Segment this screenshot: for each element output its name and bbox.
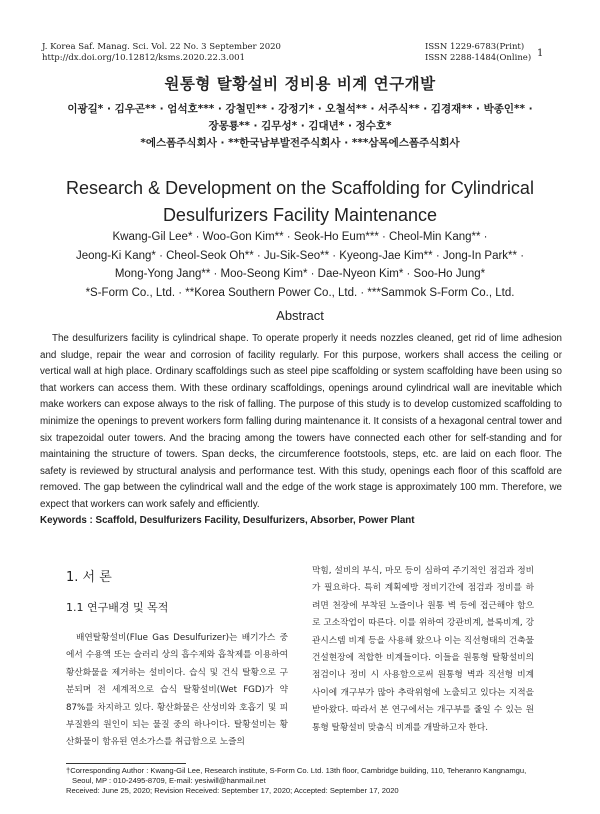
body-text-right-column: 막힘, 설비의 부식, 마모 등이 심하여 주기적인 점검과 정비가 필요하다. 특히 계획예방 정비기간에 점검과 정비를 하려면 천장에 부착된 노즐이나 원통 벽 등에 접근해야 함으로 고소작업이 따른다. 이를 위하여 강관비계, 블록비계, 강관시스템 비계 등을 사용해 왔으나 이는 직선형태의 건축물 건설현장에 적합한 비계들이다. 이들을 원통형 탈황설비의 점검이나 정비 시 사용함으로써 원통형 벽과 직선형 비계 사이에 개구부가 많아 추락위험에 노출되고 있다는 지적을 받아왔다. 따라서 본 연구에서는 개구부를 줄일 수 있는 원통형 탈황설비 맞춤식 비계를 개발하고자 한다. xyxy=(312,566,534,733)
received-dates: Received: June 25, 2020; Revision Received: September 17, 2020; Accepted: September 17, 2020 xyxy=(66,786,399,795)
issn-print: ISSN 1229-6783(Print) xyxy=(425,42,525,52)
issn-block xyxy=(425,42,531,64)
english-authors-line-3: Mong-Yong Jang** · Moo-Seong Kim* · Dae-Nyeon Kim* · Soo-Ho Jung* xyxy=(114,268,486,280)
korean-authors-line-1: 이광길* · 김우곤** · 엄석호*** · 강철민** · 강정기* · 오철석** · 서주식** · 김경재** · 박종인** · xyxy=(67,103,533,115)
korean-affiliations: *에스폼주식회사 · **한국남부발전주식회사 · ***삼목에스폼주식회사 xyxy=(140,137,460,149)
doi-link[interactable]: http://dx.doi.org/10.12812/ksms.2020.22.3.001 xyxy=(42,53,245,63)
contact-info: Seoul, MP : 010-2495-8709, E-mail: yesiwill@hanmail.net xyxy=(72,776,266,785)
body-text-left-column: 배연탈황설비(Flue Gas Desulfurizer)는 배기가스 중에서 수용액 또는 슬러리 상의 흡수제와 흡착제를 이용하여 황산화물을 제거하는 설비이다. 습식 및 건식 탈황으로 구분되며 전 세계적으로 습식 탈황설비(Wet FGD)가 약 87%를 차지하고 있다. 황산화물은 산성비와 호흡기 및 피부질환의 원인이 되는 물질 중의 하나이다. 탈황설비는 황산화물이 함유된 연소가스를 취급함으로 노즐의 xyxy=(66,633,288,748)
english-authors-line-2: Jeong-Ki Kang* · Cheol-Seok Oh** · Ju-Sik-Seo** · Kyeong-Jae Kim** · Jong-In Park** · xyxy=(75,249,525,262)
issn-online: ISSN 2288-1484(Online) xyxy=(425,53,532,63)
english-title-line-1: Research & Development on the Scaffolding for Cylindrical xyxy=(66,178,534,198)
english-authors xyxy=(30,228,570,302)
keywords: Keywords : Scaffold, Desulfurizers Facility, Desulfurizers, Absorber, Power Plant xyxy=(40,515,415,526)
footnote-divider xyxy=(66,763,186,764)
journal-citation: J. Korea Saf. Manag. Sci. Vol. 22 No. 3 September 2020 xyxy=(42,42,281,52)
english-title xyxy=(30,175,570,229)
section-heading-introduction: 1. 서 론 xyxy=(66,570,112,585)
corresponding-author: †Corresponding Author : Kwang-Gil Lee, Research institute, S-Form Co. Ltd. 13th floor, Cambridge building, 110, Teheranro Kangnamgu, xyxy=(66,766,527,775)
korean-authors xyxy=(60,101,540,152)
english-authors-line-1: Kwang-Gil Lee* · Woo-Gon Kim** · Seok-Ho Eum*** · Cheol-Min Kang** · xyxy=(112,231,488,243)
journal-header xyxy=(42,42,281,64)
english-title-line-2: Desulfurizers Facility Maintenance xyxy=(162,205,438,225)
page-number: 1 xyxy=(537,48,544,59)
abstract-body: The desulfurizers facility is cylindrical shape. To operate properly it needs nozzles cleaned, get rid of lime adhesion and sludge, repair the wear and corrosion of facility regularly. For this purpose, workers shall access the ceiling or vertical wall at high place. Ordinary scaffoldings such as steel pipe scaffolding or system scaffolding have been using so that workers can access them. With these ordinary scaffoldings, openings around cylindrical wall are inevitable which make workers can expose always to the risk of falling. The purpose of this study is to develop customized scaffolding to minimize the openings to prevent workers form falling during maintenance it. It consists of a hexagonal central tower and six trapezoidal outer towers. And the bracing among the towers have connected each other for self-standing and for maintaining the structure of towers. Span decks, the circumference footstools, steps, etc. are laid on each floor. The safety is reviewed by structural analysis and performance test. With this study, openings each floor of this scaffold are removed. The gap between the cylindrical wall and the edge of the work stage is approximately 100 mm. Therefore, we expect that workers can work safely and efficiently. xyxy=(40,333,562,510)
english-affiliations: *S-Form Co., Ltd. · **Korea Southern Power Co., Ltd. · ***Sammok S-Form Co., Ltd. xyxy=(85,286,515,299)
footnote xyxy=(66,766,541,796)
subsection-heading-background: 1.1 연구배경 및 목적 xyxy=(66,601,169,614)
abstract-heading: Abstract xyxy=(276,308,324,323)
korean-authors-line-2: 장몽룡** · 김무성* · 김대년* · 정수호* xyxy=(208,120,392,132)
korean-title: 원통형 탈황설비 정비용 비계 연구개발 xyxy=(164,75,436,93)
